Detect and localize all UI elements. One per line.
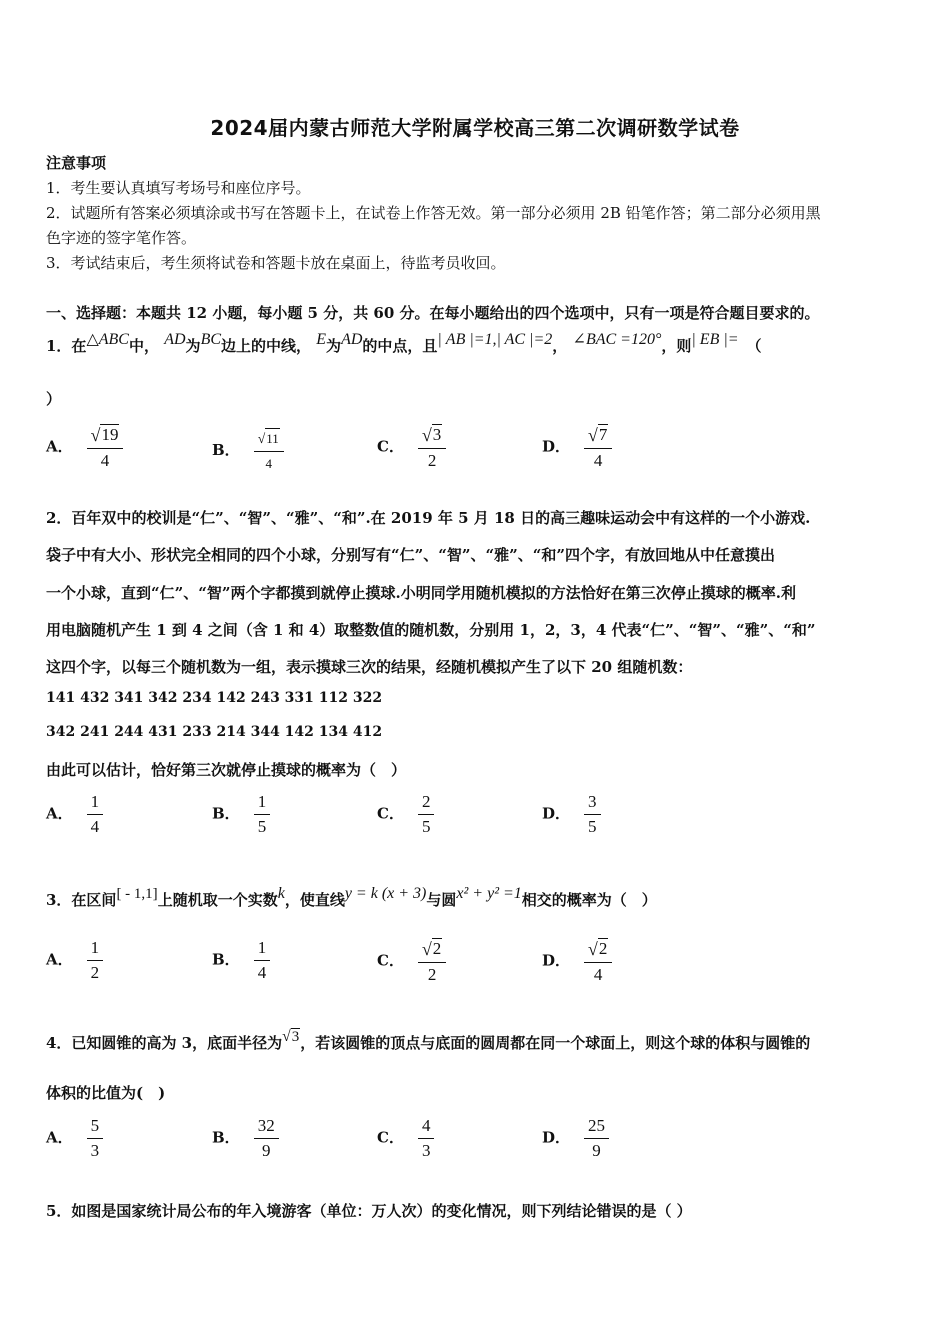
q1-option-c[interactable] — [377, 424, 446, 471]
q4-option-a-den: 3 — [90, 1141, 100, 1160]
notice-item-2a: 2．试题所有答案必须填涂或书写在答题卡上，在试卷上作答无效。第一部分必须用 2B 铅笔作答；第二部分必须用黑 — [46, 204, 821, 222]
q3-option-d-num: 2 — [598, 939, 608, 958]
q4-option-a-label: A． — [46, 1128, 73, 1147]
q1-text-5: 为 — [326, 337, 342, 355]
q2-option-d-label: D． — [542, 804, 571, 823]
q3-option-b-label: B． — [212, 950, 240, 969]
sqrt-icon: √ — [257, 431, 266, 446]
q3-option-b[interactable] — [212, 938, 270, 983]
q1-text-9: （ — [746, 337, 762, 355]
q4-text-1: 4．已知圆锥的高为 3，底面半径为 — [46, 1034, 283, 1052]
q3-option-c-label: C． — [377, 951, 404, 970]
q2-line-3: 一个小球，直到“仁”、“智”两个字都摸到就停止摸球.小明同学用随机模拟的方法恰好在第三次停止摸球的概率.利 — [46, 584, 796, 602]
q1-text-7: ， — [552, 337, 568, 355]
q1-option-b[interactable] — [212, 428, 284, 474]
q1-option-d-den: 4 — [593, 451, 603, 470]
q2-option-b-num: 1 — [254, 792, 271, 815]
question-1 — [46, 331, 762, 356]
q4-option-c-den: 3 — [421, 1141, 431, 1160]
q1-math-e: E — [316, 331, 327, 348]
q4-line-2: 体积的比值为( ) — [46, 1084, 166, 1102]
q2-option-d[interactable] — [542, 792, 601, 837]
q3-math-circle: x² + y² =1 — [456, 885, 522, 902]
q4-option-a-num: 5 — [87, 1116, 104, 1139]
q2-option-c-den: 5 — [421, 817, 431, 836]
q1-close-paren: ） — [46, 390, 62, 408]
q4-math-sqrt3 — [282, 1029, 300, 1045]
q3-option-a-den: 2 — [90, 963, 100, 982]
q2-line-4: 用电脑随机产生 1 到 4 之间（含 1 和 4）取整数值的随机数，分别用 1，2，3，4 代表“仁”、“智”、“雅”、“和” — [46, 621, 816, 639]
q3-option-b-den: 4 — [257, 963, 267, 982]
notice-heading: 注意事项 — [46, 154, 107, 172]
q4-option-a[interactable] — [46, 1116, 103, 1161]
q4-option-d-label: D． — [542, 1128, 571, 1147]
section-heading: 一、选择题：本题共 12 小题，每小题 5 分，共 60 分。在每小题给出的四个选项中，只有一项是符合题目要求的。 — [46, 304, 820, 322]
q1-option-b-num: 11 — [265, 428, 280, 449]
q2-line-6: 由此可以估计，恰好第三次就停止摸球的概率为（ ） — [46, 761, 407, 779]
q4-option-d-den: 9 — [592, 1141, 601, 1160]
q4-option-c-num: 4 — [418, 1116, 435, 1139]
question-4 — [46, 1028, 811, 1053]
q3-option-a-num: 1 — [87, 938, 104, 961]
q3-math-interval: [ - 1,1] — [116, 886, 158, 902]
q1-text-8: ，则 — [661, 337, 692, 355]
q1-option-b-den: 4 — [265, 456, 272, 471]
q3-text-3: ，使直线 — [284, 891, 345, 909]
q2-line-2: 袋子中有大小、形状完全相同的四个小球，分别写有“仁”、“智”、“雅”、“和”四个字，有放回地从中任意摸出 — [46, 546, 776, 564]
q2-option-c-label: C． — [377, 804, 404, 823]
q1-text-4: 边上的中线， — [221, 337, 312, 355]
q1-text-2: 中， — [128, 337, 159, 355]
q4-option-b-den: 9 — [261, 1141, 271, 1160]
page-title: 2024届内蒙古师范大学附属学校高三第二次调研数学试卷 — [210, 116, 740, 140]
q1-text-1: 1．在 — [46, 337, 87, 355]
q3-option-d-label: D． — [542, 951, 571, 970]
q4-option-d[interactable] — [542, 1116, 609, 1161]
sqrt-icon: √ — [282, 1028, 291, 1045]
q3-text-5: 相交的概率为（ ） — [521, 891, 657, 909]
q4-math-sqrt3-value: 3 — [291, 1029, 300, 1045]
q1-math-eb: | EB |= — [691, 331, 739, 348]
question-3 — [46, 885, 657, 910]
q1-math-angle: ∠BAC =120° — [572, 331, 662, 348]
q4-text-2: ，若该圆锥的顶点与底面的圆周都在同一个球面上，则这个球的体积与圆锥的 — [300, 1034, 811, 1052]
q3-text-1: 3．在区间 — [46, 891, 117, 909]
q3-math-k: k — [277, 885, 285, 902]
q1-option-d-label: D． — [542, 437, 571, 456]
q4-option-b-num: 32 — [254, 1116, 279, 1139]
q2-random-numbers-1: 141 432 341 342 234 142 243 331 112 322 — [46, 690, 383, 706]
q3-option-d-den: 4 — [593, 965, 603, 984]
q2-line-1: 2．百年双中的校训是“仁”、“智”、“雅”、“和”.在 2019 年 5 月 18 日的高三趣味运动会中有这样的一个小游戏. — [46, 509, 811, 527]
q2-option-c-num: 2 — [418, 792, 435, 815]
q1-math-ad: AD — [164, 331, 186, 348]
q1-option-c-num: 3 — [432, 425, 442, 444]
q4-option-c-label: C． — [377, 1128, 404, 1147]
sqrt-icon: √ — [588, 425, 598, 445]
q1-option-a-num: 19 — [101, 425, 119, 444]
notice-item-2b: 色字迹的签字笔作答。 — [46, 229, 197, 247]
q2-option-a[interactable] — [46, 792, 103, 837]
q1-text-6: 的中点，且 — [362, 337, 438, 355]
sqrt-icon: √ — [588, 939, 598, 959]
q3-option-c[interactable] — [377, 938, 446, 985]
q2-option-d-num: 3 — [584, 792, 601, 815]
q1-option-c-den: 2 — [427, 451, 437, 470]
question-5: 5．如图是国家统计局公布的年入境游客（单位：万人次）的变化情况，则下列结论错误的是（ ） — [46, 1202, 692, 1220]
q4-option-c[interactable] — [377, 1116, 434, 1161]
q2-option-c[interactable] — [377, 792, 434, 837]
q1-math-triangle: △ABC — [86, 331, 129, 348]
q1-math-ad-2: AD — [341, 331, 363, 348]
q4-option-b-label: B． — [212, 1128, 240, 1147]
q2-option-a-label: A． — [46, 804, 73, 823]
q3-option-b-num: 1 — [254, 938, 271, 961]
q2-random-numbers-2: 342 241 244 431 233 214 344 142 134 412 — [46, 724, 383, 740]
q4-option-b[interactable] — [212, 1116, 279, 1161]
notice-item-3: 3．考试结束后，考生须将试卷和答题卡放在桌面上，待监考员收回。 — [46, 254, 506, 272]
q1-option-a-den: 4 — [100, 451, 110, 470]
sqrt-icon: √ — [421, 939, 432, 959]
q2-option-b[interactable] — [212, 792, 270, 837]
sqrt-icon: √ — [421, 425, 432, 445]
q3-option-a-label: A． — [46, 950, 73, 969]
q3-option-d[interactable] — [542, 938, 612, 985]
q1-text-3: 为 — [185, 337, 201, 355]
q1-math-bc: BC — [200, 331, 222, 348]
q3-option-c-num: 2 — [432, 939, 442, 958]
q1-option-b-label: B． — [212, 441, 240, 459]
q1-option-a-label: A． — [46, 437, 73, 456]
q1-option-d[interactable] — [542, 424, 612, 471]
q1-option-d-num: 7 — [598, 425, 608, 444]
q2-option-b-den: 5 — [257, 817, 267, 836]
q2-option-d-den: 5 — [588, 817, 597, 836]
notice-item-1: 1．考生要认真填写考场号和座位序号。 — [46, 179, 311, 197]
q4-option-d-num: 25 — [584, 1116, 609, 1139]
q3-option-a[interactable] — [46, 938, 103, 983]
q3-text-2: 上随机取一个实数 — [157, 891, 278, 909]
q1-option-a[interactable] — [46, 424, 123, 471]
q2-option-a-den: 4 — [90, 817, 100, 836]
q1-math-lengths: | AB |=1,| AC |=2 — [437, 331, 553, 348]
q2-line-5: 这四个字，以每三个随机数为一组，表示摸球三次的结果，经随机模拟产生了以下 20 组随机数： — [46, 658, 693, 676]
q2-option-a-num: 1 — [87, 792, 104, 815]
q3-text-4: 与圆 — [426, 891, 457, 909]
q2-option-b-label: B． — [212, 804, 240, 823]
sqrt-icon: √ — [90, 425, 101, 445]
q1-option-c-label: C． — [377, 437, 404, 456]
q3-math-line: y = k (x + 3) — [344, 885, 427, 902]
q3-option-c-den: 2 — [427, 965, 437, 984]
